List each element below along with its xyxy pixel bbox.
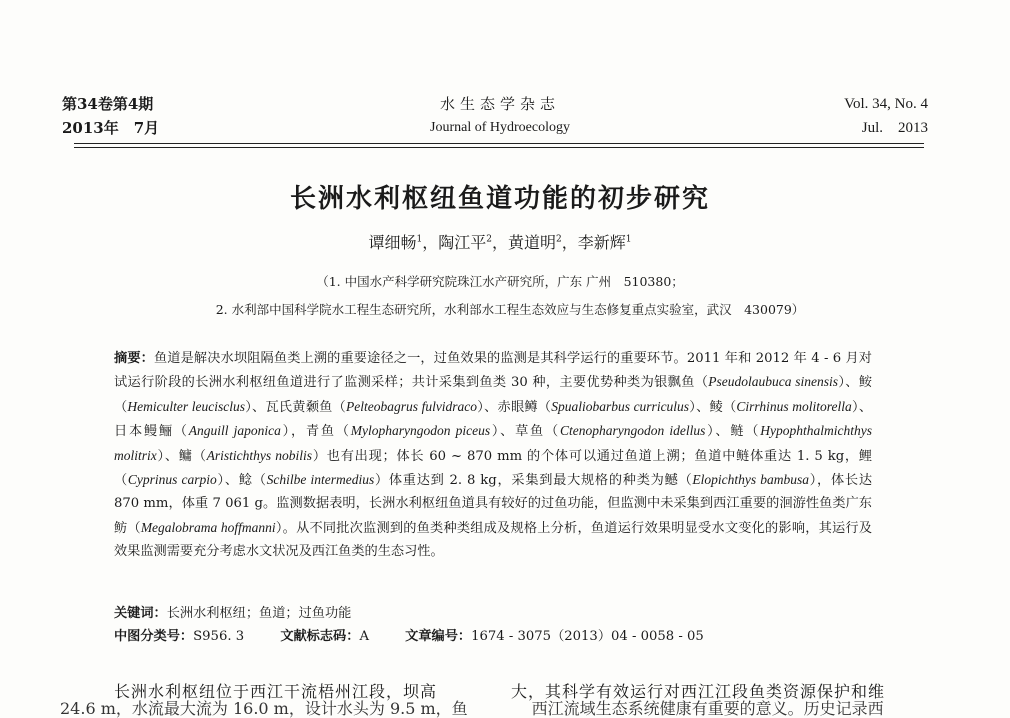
abstract-text: ）也有出现；体长 60 ~ 870 mm 的个体可以通过鱼道上溯；鱼道中鲢体重达 1. 5 kg，鲤（ (114, 448, 873, 489)
abstract-label: 摘要： (114, 351, 154, 366)
issue-date-en: Jul. 2013 (861, 120, 928, 136)
author-affil-marker: 1 (416, 234, 423, 245)
author-name: 陶江平 (438, 233, 487, 252)
species-name: Spualiobarbus curriculus (551, 398, 690, 414)
species-name: Aristichthys nobilis (206, 447, 313, 463)
header-rule-thick (74, 143, 924, 144)
abstract-text: 鱼道是解决水坝阻隔鱼类上溯的重要途径之一，过鱼效果的监测是其科学运行的重要环节。2011 年和 2012 年 4 - 6 月对试运行阶段的长洲水利枢纽鱼道进行了监测采样；共计采集到鱼类 30 种，主要优势种类为银飘鱼（ (114, 351, 872, 391)
art-value: 1674 - 3075（2013）04 - 0058 - 05 (471, 629, 704, 644)
clc-value: S956. 3 (193, 629, 245, 644)
paper-title: 长洲水利枢纽鱼道功能的初步研究 (289, 184, 710, 214)
species-name: Hemiculter leucisclus (127, 398, 245, 414)
author-affil-marker: 2 (486, 234, 492, 245)
author-name: 李新辉 (577, 233, 626, 252)
abstract-text: ），体长达 870 mm，体重 7 061 g。监测数据表明，长洲水利枢纽鱼道具有较好的过鱼功能，但监测中未采集到西江重要的洄游性鱼类广东鲂（ (114, 473, 873, 536)
volume-issue-en: Vol. 34, No. 4 (844, 96, 928, 112)
keywords (114, 603, 351, 625)
body-cutoff-line: 24.6 m，水流最大流为 16.0 m，设计水头为 9.5 m，鱼 西江流域生态系统健康有重要的意义。历史记录西 (60, 699, 884, 718)
doc-label: 文献标志码： (280, 629, 360, 644)
doc-value: A (359, 629, 369, 644)
affiliation-1: （1. 中国水产科学研究院珠江水产研究所，广东 广州 510380； (316, 274, 684, 289)
abstract-text: ）、瓦氏黄颡鱼（ (245, 399, 346, 415)
species-name: Schilbe intermedius (266, 472, 375, 488)
abstract-text: ）、鲶（ (216, 473, 267, 489)
author-affil-marker: 1 (625, 234, 632, 245)
author-name: 黄道明 (508, 233, 557, 252)
journal-name-cn: 水生态学杂志 (439, 95, 560, 113)
author-affil-marker: 2 (556, 234, 562, 245)
author-name: 谭细畅 (368, 233, 417, 252)
clc-label: 中图分类号： (114, 629, 194, 644)
keywords-text: 长洲水利枢纽；鱼道；过鱼功能 (166, 606, 352, 621)
article-number (405, 629, 704, 644)
abstract-text: ）、草鱼（ (490, 424, 560, 440)
abstract-text: ）、日本鳗鲡（ (114, 399, 873, 440)
affiliation-2: 2. 水利部中国科学院水工程生态研究所，水利部水工程生态效应与生态修复重点实验室，武汉 430079） (215, 302, 805, 317)
header-rule-thin (74, 147, 924, 148)
volume-issue: 第34卷第4期 (62, 95, 154, 113)
abstract-text: ）。从不同批次监测到的鱼类种类组成及规格上分析，鱼道运行效果明显受水文变化的影响，其运行及效果监测需要充分考虑水文状况及西江鱼类的生态习性。 (114, 520, 873, 560)
species-name: Cyprinus carpio (127, 472, 217, 488)
classification-line (114, 626, 736, 648)
abstract-text: ）、鲮（ (689, 399, 737, 415)
species-name: Cirrhinus molitorella (736, 398, 852, 414)
abstract-text: ）、赤眼鳟（ (477, 399, 552, 415)
author-list: 谭细畅$^1$，陶江平$^2$，黄道明$^2$，李新辉$^1$ (368, 233, 632, 252)
species-name: Elopichthys bambusa (692, 472, 809, 488)
document-code (280, 629, 369, 644)
journal-issue-right (844, 92, 928, 140)
species-name: Pelteobagrus fulvidraco (345, 398, 478, 414)
art-label: 文章编号： (405, 629, 472, 644)
body-column-1: 长洲水利枢纽位于西江干流梧州江段，坝高 (114, 682, 438, 701)
species-name: Hypophthalmichthys molitrix (114, 423, 872, 463)
abstract-text: ）、鳙（ (156, 448, 207, 464)
abstract-text: ）、鲢（ (705, 424, 761, 440)
abstract-text: ）、𩽾（ (114, 375, 872, 415)
abstract-text: ）体重达到 2. 8 kg，采集到最大规格的种类为鳡（ (374, 473, 693, 489)
species-name: Mylopharyngodon piceus (350, 423, 491, 439)
keywords-label: 关键词： (114, 606, 167, 621)
species-name: Anguill japonica (188, 423, 281, 439)
journal-name-en: Journal of Hydroecology (430, 120, 570, 135)
species-name: Pseudolaubuca sinensis (708, 374, 838, 390)
clc-number (114, 629, 244, 644)
abstract-text: ），青鱼（ (280, 424, 351, 440)
abstract (114, 347, 872, 564)
body-column-2: 大，其科学有效运行对西江江段鱼类资源保护和维 (511, 682, 886, 701)
species-name: Ctenopharyngodon idellus (559, 423, 706, 439)
issue-date: 2013年 7月 (62, 119, 160, 137)
species-name: Megalobrama hoffmanni (140, 519, 276, 535)
